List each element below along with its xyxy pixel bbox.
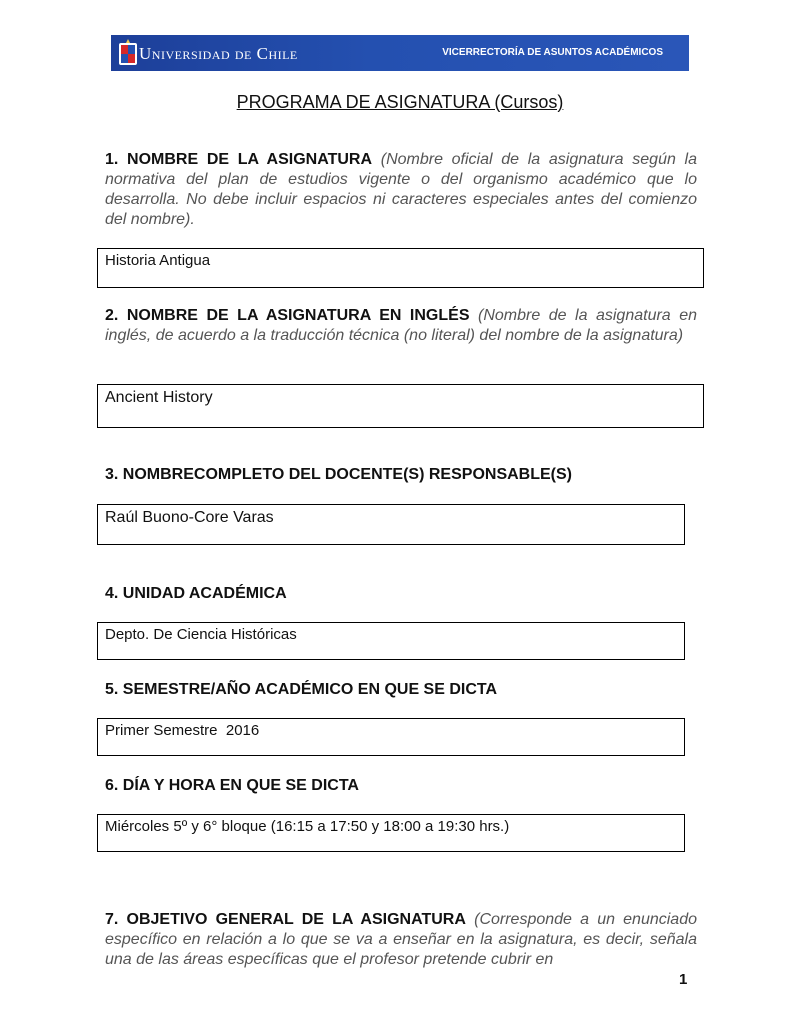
section-5-title: 5. SEMESTRE/AÑO ACADÉMICO EN QUE SE DICTA (105, 681, 498, 698)
section-6-title: 6. DÍA Y HORA EN QUE SE DICTA (105, 777, 359, 794)
section-3-field[interactable]: Raúl Buono-Core Varas (97, 504, 685, 545)
section-3-heading (105, 465, 697, 485)
section-4-title: 4. UNIDAD ACADÉMICA (105, 585, 287, 602)
section-5-field[interactable]: Primer Semestre 2016 (97, 718, 685, 756)
section-1-field[interactable]: Historia Antigua (97, 248, 704, 288)
section-2-description: (Nombre de la asignatura en inglés, de acuerdo a la traducción técnica (no literal) del nombre de la asignatura) (105, 307, 697, 344)
section-2-title: 2. NOMBRE DE LA ASIGNATURA EN INGLÉS (105, 307, 470, 324)
section-6-heading (105, 776, 697, 796)
section-7-heading (105, 910, 697, 970)
document-title: PROGRAMA DE ASIGNATURA (Cursos) (236, 92, 564, 112)
section-4-heading (105, 584, 697, 604)
section-4-field[interactable]: Depto. De Ciencia Históricas (97, 622, 685, 660)
section-1-title: 1. NOMBRE DE LA ASIGNATURA (105, 151, 373, 168)
university-name: Universidad de Chile (139, 44, 298, 63)
header-banner (111, 35, 689, 71)
section-1-heading (105, 150, 697, 230)
section-5-heading (105, 680, 697, 700)
section-3-title: 3. NOMBRECOMPLETO DEL DOCENTE(S) RESPONSABLE(S) (105, 466, 572, 483)
section-7-description: (Corresponde a un enunciado específico en relación a lo que se va a enseñar en la asignatura, es decir, señala una de las áreas específicas que el profesor pretende cubrir en (105, 911, 698, 968)
university-crest-icon (117, 39, 139, 67)
section-7-title: 7. OBJETIVO GENERAL DE LA ASIGNATURA (105, 911, 466, 928)
vicerrectoria-label: VICERRECTORÍA DE ASUNTOS ACADÉMICOS (442, 47, 663, 58)
section-6-field[interactable]: Miércoles 5º y 6° bloque (16:15 a 17:50 y 18:00 a 19:30 hrs.) (97, 814, 685, 852)
section-2-field[interactable]: Ancient History (97, 384, 704, 428)
section-2-heading (105, 306, 697, 346)
section-1-description: (Nombre oficial de la asignatura según la normativa del plan de estudios vigente o del organismo académico que lo desarrolla. No debe incluir espacios ni caracteres especiales antes del comienzo del nombre). (105, 151, 698, 228)
page-number: 1 (679, 971, 688, 988)
